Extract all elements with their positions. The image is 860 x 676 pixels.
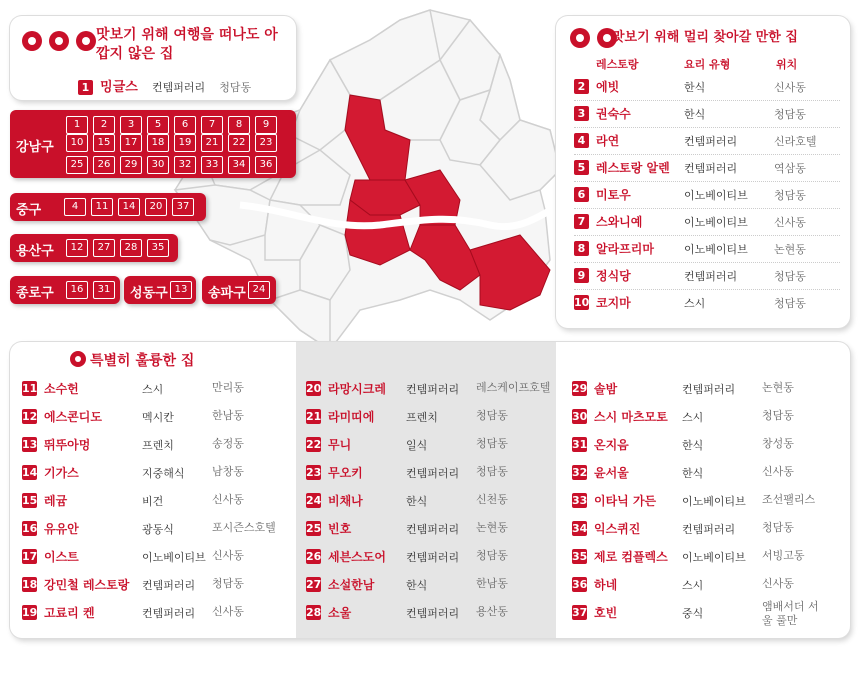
restaurant-cuisine: 스시 — [682, 411, 704, 424]
restaurant-cuisine: 멕시칸 — [142, 411, 174, 424]
ranked-restaurant-row — [572, 600, 832, 632]
district-restaurant-number: 26 — [93, 156, 115, 174]
flower-icon — [22, 31, 42, 51]
restaurant-row — [78, 76, 251, 95]
restaurant-location: 한남동 — [476, 577, 508, 590]
restaurant-cuisine: 컨템퍼러리 — [142, 579, 196, 592]
third-tier-panel — [10, 342, 850, 638]
restaurant-location: 신천동 — [476, 493, 508, 506]
restaurant-cuisine: 컨템퍼러리 — [406, 523, 460, 536]
second-tier-panel — [556, 16, 850, 328]
restaurant-cuisine: 컨템퍼러리 — [684, 270, 738, 283]
ranked-restaurant-row — [572, 408, 832, 436]
restaurant-number: 6 — [574, 187, 589, 202]
restaurant-location: 논현동 — [476, 521, 508, 534]
district-name: 용산구 — [16, 244, 54, 259]
district-restaurant-number: 34 — [228, 156, 250, 174]
restaurant-location: 신사동 — [212, 549, 244, 562]
row-divider — [574, 127, 840, 128]
restaurant-cuisine: 스시 — [682, 579, 704, 592]
restaurant-number: 20 — [306, 382, 322, 395]
district-restaurant-number: 29 — [120, 156, 142, 174]
restaurant-cuisine: 컨템퍼러리 — [406, 607, 460, 620]
restaurant-name: 에스콘디도 — [44, 410, 102, 424]
district-restaurant-number: 19 — [174, 134, 196, 152]
restaurant-name: 뛰뚜아멍 — [44, 438, 91, 452]
district-name: 중구 — [16, 203, 42, 218]
restaurant-location: 포시즌스호텔 — [212, 521, 276, 534]
district-restaurant-number: 31 — [93, 281, 115, 299]
restaurant-number: 25 — [306, 522, 322, 535]
district-name: 성동구 — [130, 286, 168, 301]
district-restaurant-number: 11 — [91, 198, 113, 216]
ranked-restaurant-row — [572, 548, 832, 576]
restaurant-name: 레스토랑 알렌 — [596, 161, 670, 175]
ranked-restaurant-row — [22, 548, 282, 576]
district-restaurant-number: 16 — [66, 281, 88, 299]
header-cuisine: 요리 유형 — [684, 58, 731, 71]
flower-icon — [70, 351, 86, 367]
restaurant-name: 스시 마츠모토 — [594, 410, 668, 424]
district-box-songpa — [202, 276, 276, 304]
district-restaurant-number: 14 — [118, 198, 140, 216]
restaurant-cuisine: 중식 — [682, 607, 704, 620]
restaurant-location: 청담동 — [476, 409, 508, 422]
ranked-restaurant-row — [22, 380, 282, 408]
restaurant-name: 라미띠에 — [328, 410, 375, 424]
district-restaurant-number: 20 — [145, 198, 167, 216]
restaurant-name: 스와니예 — [596, 215, 643, 229]
ranked-restaurant-row — [574, 267, 844, 289]
restaurant-cuisine: 컨템퍼러리 — [684, 135, 738, 148]
restaurant-location: 조선팰리스 — [762, 493, 816, 506]
restaurant-number: 12 — [22, 410, 38, 423]
restaurant-number: 7 — [574, 214, 589, 229]
district-restaurant-number: 3 — [120, 116, 142, 134]
panel-title: 특별히 훌륭한 집 — [90, 353, 195, 369]
district-restaurant-number: 35 — [147, 239, 169, 257]
restaurant-cuisine: 스시 — [684, 297, 706, 310]
restaurant-name: 윤서울 — [594, 466, 629, 480]
restaurant-number: 13 — [22, 438, 38, 451]
restaurant-cuisine: 컨템퍼러리 — [684, 162, 738, 175]
restaurant-number: 21 — [306, 410, 322, 423]
restaurant-number: 29 — [572, 382, 588, 395]
ranked-restaurant-row — [306, 492, 566, 520]
restaurant-name: 하네 — [594, 578, 618, 592]
restaurant-cuisine: 컨템퍼러리 — [406, 383, 460, 396]
flower-icon — [76, 31, 96, 51]
restaurant-cuisine: 일식 — [406, 439, 428, 452]
restaurant-location: 한남동 — [212, 409, 244, 422]
district-restaurant-number: 6 — [174, 116, 196, 134]
restaurant-cuisine: 프렌치 — [406, 411, 438, 424]
restaurant-name: 정식당 — [596, 269, 631, 283]
restaurant-name: 호빈 — [594, 606, 618, 620]
restaurant-location: 청담동 — [762, 521, 794, 534]
district-box-seongdong — [124, 276, 196, 304]
restaurant-location: 앰배서더 서울 풀만 — [762, 600, 819, 627]
restaurant-name: 레귬 — [44, 494, 68, 508]
restaurant-cuisine: 컨템퍼러리 — [151, 81, 206, 94]
restaurant-number: 36 — [572, 578, 588, 591]
restaurant-name: 라연 — [596, 134, 620, 148]
restaurant-name: 권숙수 — [596, 107, 631, 121]
district-restaurant-number: 21 — [201, 134, 223, 152]
ranked-restaurant-row — [306, 604, 566, 632]
restaurant-location: 청담동 — [219, 81, 252, 94]
restaurant-number: 5 — [574, 160, 589, 175]
restaurant-cuisine: 광동식 — [142, 523, 174, 536]
restaurant-name: 밍글스 — [100, 80, 138, 95]
restaurant-cuisine: 이노베이티브 — [142, 551, 206, 564]
restaurant-cuisine: 한식 — [406, 495, 428, 508]
row-divider — [574, 181, 840, 182]
district-restaurant-number: 24 — [248, 281, 270, 299]
ranked-restaurant-row — [306, 436, 566, 464]
restaurant-number: 8 — [574, 241, 589, 256]
ranked-restaurant-row — [574, 105, 844, 127]
ranked-restaurant-row — [574, 294, 844, 316]
row-divider — [574, 262, 840, 263]
restaurant-location: 청담동 — [476, 549, 508, 562]
restaurant-location: 청담동 — [476, 465, 508, 478]
restaurant-number: 28 — [306, 606, 322, 619]
district-restaurant-number: 2 — [93, 116, 115, 134]
restaurant-name: 미토우 — [596, 188, 631, 202]
district-restaurant-number: 10 — [66, 134, 88, 152]
panel-title: 맛보기 위해 여행을 떠나도 아깝지 않은 집 — [96, 27, 278, 62]
restaurant-cuisine: 이노베이티브 — [684, 216, 748, 229]
header-restaurant: 레스토랑 — [596, 58, 639, 71]
ranked-restaurant-row — [22, 520, 282, 548]
district-name: 송파구 — [208, 286, 246, 301]
restaurant-name: 강민철 레스토랑 — [44, 578, 130, 592]
district-box-gangnam — [10, 110, 296, 178]
ranked-restaurant-row — [574, 159, 844, 181]
district-box-yongsan — [10, 234, 178, 262]
district-restaurant-number: 9 — [255, 116, 277, 134]
ranked-restaurant-row — [572, 464, 832, 492]
restaurant-name: 이스트 — [44, 550, 79, 564]
restaurant-number: 4 — [574, 133, 589, 148]
ranked-restaurant-row — [22, 576, 282, 604]
restaurant-cuisine: 한식 — [684, 81, 706, 94]
district-restaurant-number: 7 — [201, 116, 223, 134]
restaurant-cuisine: 이노베이티브 — [682, 551, 746, 564]
restaurant-cuisine: 한식 — [684, 108, 706, 121]
restaurant-cuisine: 한식 — [682, 467, 704, 480]
restaurant-name: 알라프리마 — [596, 242, 654, 256]
panel-title: 맛보기 위해 멀리 찾아갈 만한 집 — [612, 30, 798, 45]
restaurant-number: 3 — [574, 106, 589, 121]
restaurant-name: 고료리 켄 — [44, 606, 95, 620]
restaurant-name: 온지음 — [594, 438, 629, 452]
restaurant-location: 청담동 — [212, 577, 244, 590]
restaurant-number: 22 — [306, 438, 322, 451]
restaurant-name: 에빗 — [596, 80, 620, 94]
restaurant-location: 논현동 — [774, 243, 806, 256]
restaurant-cuisine: 컨템퍼러리 — [682, 523, 736, 536]
restaurant-cuisine: 컨템퍼러리 — [406, 467, 460, 480]
restaurant-number: 24 — [306, 494, 322, 507]
district-name: 종로구 — [16, 286, 54, 301]
district-restaurant-number: 28 — [120, 239, 142, 257]
restaurant-name: 소수헌 — [44, 382, 79, 396]
header-location: 위치 — [776, 58, 798, 71]
restaurant-location: 신사동 — [762, 577, 794, 590]
district-restaurant-number: 12 — [66, 239, 88, 257]
ranked-restaurant-row — [574, 132, 844, 154]
restaurant-location: 신사동 — [762, 465, 794, 478]
restaurant-cuisine: 한식 — [406, 579, 428, 592]
ranked-restaurant-row — [22, 492, 282, 520]
restaurant-number: 19 — [22, 606, 38, 619]
restaurant-location: 남창동 — [212, 465, 244, 478]
restaurant-number: 30 — [572, 410, 588, 423]
top-tier-panel — [10, 16, 296, 100]
restaurant-location: 논현동 — [762, 381, 794, 394]
district-restaurant-number: 8 — [228, 116, 250, 134]
restaurant-location: 신라호텔 — [774, 135, 817, 148]
district-restaurant-number: 36 — [255, 156, 277, 174]
flower-icon — [49, 31, 69, 51]
restaurant-location: 청담동 — [476, 437, 508, 450]
restaurant-location: 신사동 — [212, 493, 244, 506]
rating-flowers — [22, 30, 98, 51]
district-box-jung — [10, 193, 206, 221]
district-restaurant-number: 13 — [170, 281, 192, 299]
restaurant-name: 유유안 — [44, 522, 79, 536]
restaurant-name: 소설한남 — [328, 578, 375, 592]
restaurant-number: 2 — [574, 79, 589, 94]
restaurant-number: 35 — [572, 550, 588, 563]
restaurant-number: 18 — [22, 578, 38, 591]
district-box-jongno — [10, 276, 120, 304]
restaurant-location: 용산동 — [476, 605, 508, 618]
restaurant-number: 26 — [306, 550, 322, 563]
restaurant-location: 청담동 — [774, 297, 806, 310]
district-restaurant-number: 23 — [255, 134, 277, 152]
restaurant-location: 청담동 — [774, 189, 806, 202]
ranked-restaurant-row — [572, 492, 832, 520]
ranked-restaurant-row — [22, 408, 282, 436]
restaurant-cuisine: 지중해식 — [142, 467, 185, 480]
restaurant-number: 15 — [22, 494, 38, 507]
restaurant-number: 17 — [22, 550, 38, 563]
ranked-restaurant-row — [22, 464, 282, 492]
restaurant-location: 창성동 — [762, 437, 794, 450]
restaurant-cuisine: 컨템퍼러리 — [142, 607, 196, 620]
restaurant-name: 이타닉 가든 — [594, 494, 657, 508]
restaurant-location: 신사동 — [774, 81, 806, 94]
row-divider — [574, 154, 840, 155]
restaurant-number: 1 — [78, 80, 93, 95]
ranked-restaurant-row — [22, 604, 282, 632]
district-name: 강남구 — [16, 140, 54, 155]
restaurant-name: 빈호 — [328, 522, 352, 536]
restaurant-number: 37 — [572, 606, 588, 619]
district-restaurant-number: 27 — [93, 239, 115, 257]
restaurant-location: 신사동 — [212, 605, 244, 618]
restaurant-number: 10 — [574, 296, 590, 309]
restaurant-name: 기가스 — [44, 466, 79, 480]
restaurant-cuisine: 이노베이티브 — [682, 495, 746, 508]
ranked-restaurant-row — [574, 240, 844, 262]
restaurant-number: 32 — [572, 466, 588, 479]
restaurant-name: 코지마 — [596, 296, 631, 310]
restaurant-name: 라망시크레 — [328, 382, 386, 396]
restaurant-cuisine: 한식 — [682, 439, 704, 452]
district-restaurant-number: 25 — [66, 156, 88, 174]
ranked-restaurant-row — [572, 436, 832, 464]
restaurant-name: 제로 컴플렉스 — [594, 550, 668, 564]
restaurant-location: 서빙고동 — [762, 549, 805, 562]
restaurant-location: 청담동 — [774, 108, 806, 121]
ranked-restaurant-row — [306, 464, 566, 492]
row-divider — [574, 235, 840, 236]
ranked-restaurant-row — [572, 520, 832, 548]
ranked-restaurant-row — [574, 186, 844, 208]
restaurant-number: 23 — [306, 466, 322, 479]
district-restaurant-number: 5 — [147, 116, 169, 134]
ranked-restaurant-row — [306, 380, 566, 408]
district-restaurant-number: 30 — [147, 156, 169, 174]
restaurant-number: 14 — [22, 466, 38, 479]
district-restaurant-number: 18 — [147, 134, 169, 152]
restaurant-cuisine: 이노베이티브 — [684, 243, 748, 256]
restaurant-location: 청담동 — [762, 409, 794, 422]
district-restaurant-number: 22 — [228, 134, 250, 152]
restaurant-name: 비채나 — [328, 494, 363, 508]
restaurant-cuisine: 컨템퍼러리 — [682, 383, 736, 396]
district-restaurant-number: 37 — [172, 198, 194, 216]
restaurant-name: 익스퀴진 — [594, 522, 641, 536]
ranked-restaurant-row — [574, 78, 844, 100]
district-restaurant-number: 32 — [174, 156, 196, 174]
restaurant-name: 소울 — [328, 606, 352, 620]
restaurant-number: 16 — [22, 522, 38, 535]
district-restaurant-number: 1 — [66, 116, 88, 134]
ranked-restaurant-row — [574, 213, 844, 235]
restaurant-cuisine: 컨템퍼러리 — [406, 551, 460, 564]
row-divider — [574, 289, 840, 290]
restaurant-location: 역삼동 — [774, 162, 806, 175]
row-divider — [574, 208, 840, 209]
restaurant-cuisine: 스시 — [142, 383, 164, 396]
restaurant-number: 31 — [572, 438, 588, 451]
ranked-restaurant-row — [306, 520, 566, 548]
restaurant-cuisine: 이노베이티브 — [684, 189, 748, 202]
restaurant-number: 34 — [572, 522, 588, 535]
restaurant-location: 신사동 — [774, 216, 806, 229]
district-restaurant-number: 4 — [64, 198, 86, 216]
restaurant-number: 33 — [572, 494, 588, 507]
ranked-restaurant-row — [306, 548, 566, 576]
restaurant-location: 청담동 — [774, 270, 806, 283]
row-divider — [574, 100, 840, 101]
district-restaurant-number: 33 — [201, 156, 223, 174]
ranked-restaurant-row — [572, 380, 832, 408]
restaurant-location: 송정동 — [212, 437, 244, 450]
restaurant-cuisine: 프렌치 — [142, 439, 174, 452]
ranked-restaurant-row — [306, 408, 566, 436]
district-restaurant-number: 15 — [93, 134, 115, 152]
restaurant-name: 무오키 — [328, 466, 363, 480]
restaurant-cuisine: 비건 — [142, 495, 164, 508]
restaurant-number: 27 — [306, 578, 322, 591]
restaurant-number: 9 — [574, 268, 589, 283]
district-restaurant-number: 17 — [120, 134, 142, 152]
ranked-restaurant-row — [306, 576, 566, 604]
restaurant-location: 레스케이프호텔 — [476, 381, 551, 394]
restaurant-location: 만리동 — [212, 381, 244, 394]
restaurant-name: 세븐스도어 — [328, 550, 386, 564]
restaurant-name: 무니 — [328, 438, 352, 452]
restaurant-name: 솔밤 — [594, 382, 618, 396]
restaurant-number: 11 — [22, 382, 38, 395]
ranked-restaurant-row — [22, 436, 282, 464]
flower-icon — [570, 28, 590, 48]
